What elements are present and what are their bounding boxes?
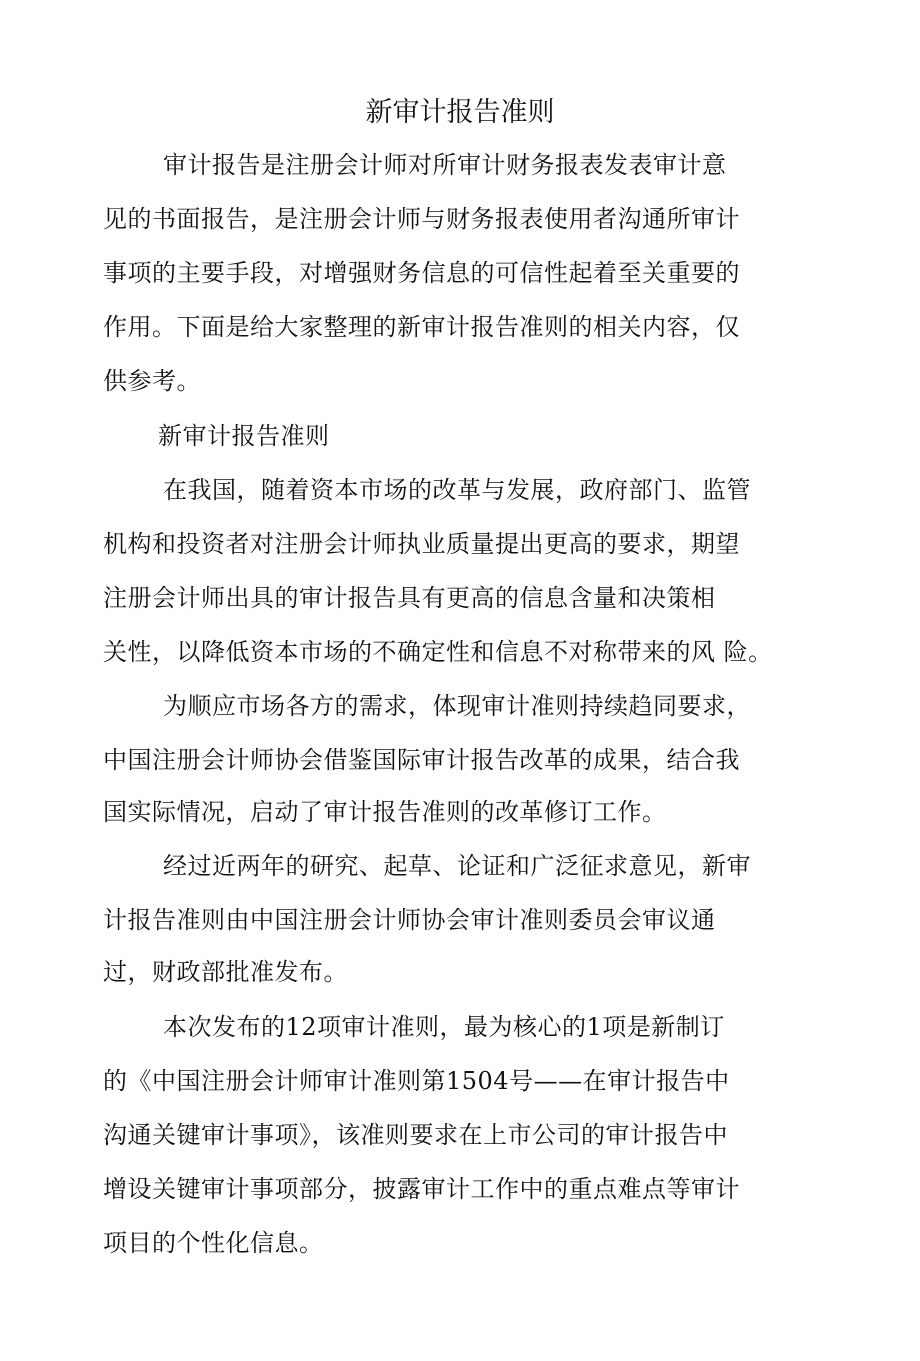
paragraph-line: 项目的个性化信息。 — [103, 1229, 324, 1257]
paragraph-line: 在我国，随着资本市场的改革与发展，政府部门、监管 — [163, 476, 751, 504]
section-heading: 新审计报告准则 — [158, 422, 330, 450]
paragraph-line: 本次发布的12项审计准则，最为核心的1项是新制订 — [163, 1013, 725, 1041]
paragraph-line: 作用。下面是给大家整理的新审计报告准则的相关内容，仅 — [103, 313, 740, 341]
paragraph-line: 事项的主要手段，对增强财务信息的可信性起着至关重要的 — [103, 259, 740, 287]
paragraph-line: 增设关键审计事项部分，披露审计工作中的重点难点等审计 — [103, 1175, 740, 1203]
paragraph-line: 国实际情况，启动了审计报告准则的改革修订工作。 — [103, 798, 667, 826]
paragraph-line: 沟通关键审计事项》，该准则要求在上市公司的审计报告中 — [103, 1121, 728, 1149]
paragraph-line: 关性，以降低资本市场的不确定性和信息不对称带来的风 险。 — [103, 638, 773, 666]
paragraph-line: 注册会计师出具的审计报告具有更高的信息含量和决策相 — [103, 584, 716, 612]
paragraph-line: 审计报告是注册会计师对所审计财务报表发表审计意 — [163, 151, 727, 179]
paragraph-line: 计报告准则由中国注册会计师协会审计准则委员会审议通 — [103, 906, 716, 934]
paragraph-line: 的《中国注册会计师审计准则第1504号——在审计报告中 — [103, 1067, 730, 1095]
paragraph-line: 供参考。 — [103, 367, 201, 395]
paragraph-line: 见的书面报告，是注册会计师与财务报表使用者沟通所审计 — [103, 205, 740, 233]
paragraph-line: 中国注册会计师协会借鉴国际审计报告改革的成果，结合我 — [103, 746, 740, 774]
page-title: 新审计报告准则 — [365, 97, 555, 128]
paragraph-line: 经过近两年的研究、起草、论证和广泛征求意见，新审 — [163, 852, 751, 880]
paragraph-line: 为顺应市场各方的需求，体现审计准则持续趋同要求， — [163, 692, 751, 720]
paragraph-line: 过，财政部批准发布。 — [103, 958, 348, 986]
paragraph-line: 机构和投资者对注册会计师执业质量提出更高的要求，期望 — [103, 530, 740, 558]
